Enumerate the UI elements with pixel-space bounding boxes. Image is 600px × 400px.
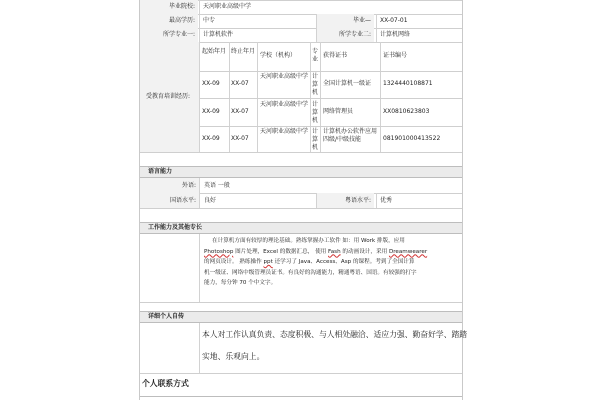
fash-word: Fash xyxy=(328,248,341,255)
skills-line-2 xyxy=(204,247,427,258)
row2-major: 计算机 xyxy=(312,101,319,124)
skills-line-4: 机一级证、网络中级管理员证书。有良好的沟通能力，精通粤语、国语。有较强的打字 xyxy=(204,269,417,276)
training-table xyxy=(200,42,462,152)
mandarin-label: 国语水平: xyxy=(140,193,199,208)
skills-line-3 xyxy=(204,257,414,268)
row3-school: 天河职业高级中学 xyxy=(260,128,309,135)
header-cert-number: 证书编号 xyxy=(383,52,408,59)
row2-cert-number: XX0810623803 xyxy=(383,108,430,115)
language-section-title: 语言能力 xyxy=(140,166,462,178)
skills-line-2b: 图片处理，Excel 的数据汇总， 使用 xyxy=(233,248,329,255)
contact-section-title: 个人联系方式 xyxy=(142,379,189,388)
mandarin-value: 良好 xyxy=(204,197,217,204)
row1-end: XX-07 xyxy=(231,80,249,87)
self-eval-line-1: 本人对工作认真负责、态度积极、与人相处融洽、适应力强、勤奋好学、踏踏 xyxy=(202,330,468,339)
header-start-date: 起始年月 xyxy=(202,48,227,55)
graduation-label: 毕业— xyxy=(316,14,374,28)
skills-line-1: 在计算机方面有较厚的理论基础。熟练掌握办工软件 如：用 Work 排版，应用 xyxy=(212,238,405,244)
dreamwearer-word: Dreamwearer xyxy=(388,248,428,255)
skills-section-title: 工作能力及其他专长 xyxy=(140,222,462,234)
skills-line-3a: 的网页设计。 熟练操作 xyxy=(204,259,264,265)
dialect-row xyxy=(140,193,462,208)
skills-line-3c: 还学习了 Java、Access、Asp 的课程。考到了全国计算 xyxy=(272,259,415,265)
row2-start: XX-09 xyxy=(202,108,220,115)
major2-value: 计算机网络 xyxy=(380,31,411,38)
foreign-label: 外语: xyxy=(140,178,199,193)
row3-end: XX-07 xyxy=(231,135,249,142)
row3-major: 计算机 xyxy=(312,128,319,151)
education-label: 最高学历: xyxy=(140,14,198,28)
cantonese-label: 粤语水平: xyxy=(316,193,374,208)
cantonese-value: 优秀 xyxy=(380,197,393,204)
row1-cert-number: 1324440108871 xyxy=(383,80,433,87)
header-end-date: 终止年月 xyxy=(231,48,256,55)
row2-certificate: 网络管理员 xyxy=(323,108,354,115)
major1-value: 计算机软件 xyxy=(203,31,234,38)
row1-school: 天河职业高级中学 xyxy=(260,73,309,80)
major1-label: 所学专业一: xyxy=(140,28,198,42)
ppt-word: ppt xyxy=(263,259,273,265)
row1-certificate: 全国计算机一级证 xyxy=(323,80,372,87)
skills-line-2d: 的动画设计，采用 xyxy=(340,248,389,255)
row1-major: 计算机 xyxy=(312,73,319,96)
self-eval-line-2: 实地、乐观向上。 xyxy=(202,352,265,361)
major2-label: 所学专业二: xyxy=(316,28,374,42)
self-eval-section-title: 详细个人自传 xyxy=(140,311,462,323)
resume-document xyxy=(139,0,468,400)
header-school: 学校（机构） xyxy=(260,52,297,59)
school-row xyxy=(140,0,462,14)
row2-school: 天河职业高级中学 xyxy=(260,101,309,108)
graduation-value: XX-07-01 xyxy=(380,17,408,24)
row3-cert-number: 081901000413522 xyxy=(383,135,441,142)
header-certificate: 获得证书 xyxy=(323,52,348,59)
education-value: 中专 xyxy=(203,17,216,24)
education-row xyxy=(140,14,462,28)
skills-line-5: 能力，每分钟 70 个中文字。 xyxy=(204,280,277,286)
row1-start: XX-09 xyxy=(202,80,220,87)
row3-start: XX-09 xyxy=(202,135,220,142)
foreign-language-row xyxy=(140,178,462,193)
row3-certificate: 计算机办公软件应用四级/中级技能 xyxy=(323,128,378,143)
school-label: 毕业院校: xyxy=(140,0,198,14)
school-value: 天河职业高级中学 xyxy=(203,3,252,10)
foreign-value: 英语 一般 xyxy=(204,182,230,189)
training-label: 受教育培训经历: xyxy=(140,42,199,152)
row2-end: XX-07 xyxy=(231,108,249,115)
header-major: 专业 xyxy=(312,48,319,63)
major-row xyxy=(140,28,462,42)
photoshop-word: Photoshop xyxy=(204,248,234,255)
